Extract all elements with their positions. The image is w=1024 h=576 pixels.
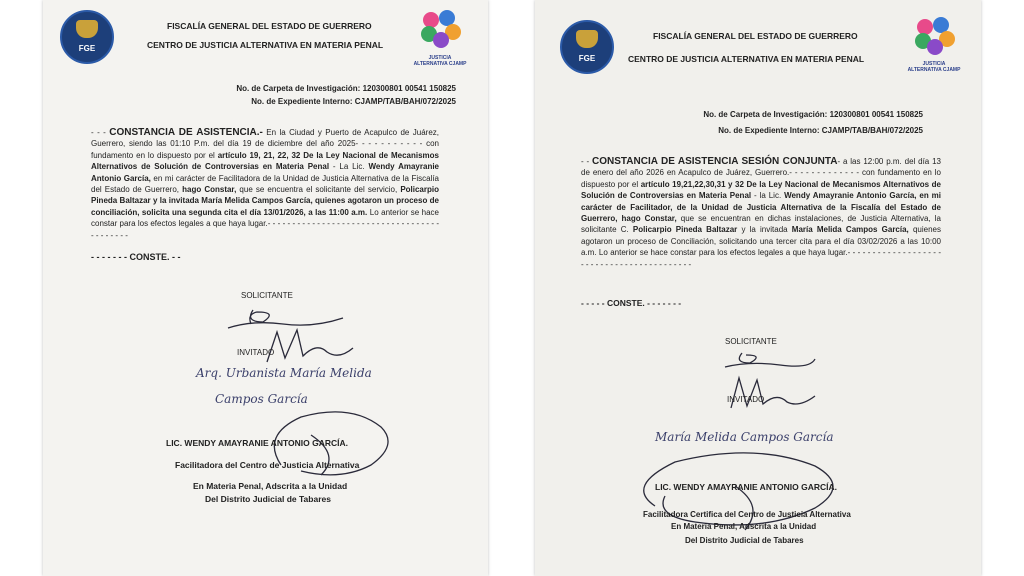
header-centro: CENTRO DE JUSTICIA ALTERNATIVA EN MATERIA PENAL	[147, 40, 384, 50]
document-page-right	[535, 0, 981, 576]
fge-seal-icon	[560, 20, 614, 74]
facilitadora-adscripcion: En Materia Penal, Adscrita a la Unidad	[193, 481, 348, 491]
carpeta-number: No. de Carpeta de Investigación: 120300801 00541 150825	[236, 84, 456, 93]
facilitadora-role: Facilitadora Certifica del Centro de Justicia Alternativa	[643, 510, 851, 519]
justicia-alternativa-logo-icon	[419, 10, 463, 54]
logo-caption: JUSTICIA ALTERNATIVA CJAMP	[907, 61, 961, 73]
invitado-signature-icon	[725, 368, 835, 418]
invitado-label: INVITADO	[237, 348, 275, 357]
facilitadora-name: LIC. WENDY AMAYRANIE ANTONIO GARCÍA.	[166, 438, 348, 448]
facilitadora-distrito: Del Distrito Judicial de Tabares	[685, 536, 804, 545]
invitada-handwritten-surname: Campos García	[215, 392, 308, 406]
facilitadora-distrito: Del Distrito Judicial de Tabares	[205, 494, 331, 504]
fge-seal-icon	[60, 10, 114, 64]
solicitante-label: SOLICITANTE	[725, 337, 777, 346]
expediente-number: No. de Expediente Interno: CJAMP/TAB/BAH/072/2025	[251, 97, 456, 106]
invitada-handwritten-name: María Melida Campos García	[655, 430, 834, 444]
expediente-number: No. de Expediente Interno: CJAMP/TAB/BAH/072/2025	[718, 126, 923, 135]
carpeta-number: No. de Carpeta de Investigación: 120300801 00541 150825	[703, 110, 923, 119]
facilitadora-role: Facilitadora del Centro de Justicia Alternativa	[175, 460, 360, 470]
constancia-title: CONSTANCIA DE ASISTENCIA.-	[109, 127, 263, 138]
conste-label: - - - - - - - CONSTE. - -	[91, 252, 181, 262]
document-page-left	[43, 0, 488, 576]
constancia-body: - - - CONSTANCIA DE ASISTENCIA.- En la Ciudad y Puerto de Acapulco de Juárez, Guerrero, siendo las 01:10 P.m. del día 19 de diciembre del año 2025- - - - - - - - - - - con fundamento en lo dispuesto por el artículo 19, 21, 22, 32 De la Ley Nacional de Mecanismos Alternativos de Solución de Controversias en Materia Penal - La Lic. Wendy Amayranie Antonio García, en mi carácter de Facilitadora de la Unidad de Justicia Alternativa de la Fiscalía del Estado de Guerrero, hago Constar, que se encuentra el solicitante del servicio, Policarpio Pineda Baltazar y la invitada María Melida Campos García, quienes agotaron un proceso de conciliación, solicita una segunda cita el día 13/01/2026, a las 11:00 a.m. Lo anterior se hace constar para los efectos legales a que haya lugar.- - - - - - - - - - - - - - - - - - - - - - - - - - - - - - - - - - - - - - - - - - -	[91, 127, 440, 240]
justicia-alternativa-logo-icon	[913, 17, 957, 61]
facilitadora-adscripcion: En Materia Penal, Adscrita a la Unidad	[671, 522, 817, 531]
constancia-body: - - CONSTANCIA DE ASISTENCIA SESIÓN CONJUNTA- a las 12:00 p.m. del día 13 de enero del año 2026 en Acapulco de Juárez, Guerrero.- - - - - - - - - - - - - con fundamento en lo dispuesto por el artículo 19,21,22,30,31 y 32 De la Ley Nacional de Mecanismos Alternativos de Solución de Controversias en Materia Penal - la Lic. Wendy Amayranie Antonio García, en mi carácter de Facilitador, de la Unidad de Justicia Alternativa de la Fiscalía del Estado de Guerrero, hago Constar, que se encuentran en dichas instalaciones, de Justicia Alternativa, la solicitante C. Policarpio Pineda Baltazar y la invitada María Melida Campos García, quienes agotaron un proceso de Conciliación, solicitando una tercer cita para el día 03/02/2026 a las 10:00 a.m. Lo anterior se hace constar para los efectos legales a que haya lugar.- - - - - - - - - - - - - - - - - - - - - - - - - - - - - - - - - - - - - - - - - -	[581, 156, 942, 269]
invitado-signature-icon	[257, 322, 377, 372]
header-fiscalia: FISCALÍA GENERAL DEL ESTADO DE GUERRERO	[167, 21, 372, 31]
facilitadora-name: LIC. WENDY AMAYRANIE ANTONIO GARCÍA.	[655, 482, 837, 492]
invitado-label: INVITADO	[727, 395, 765, 404]
logo-caption: JUSTICIA ALTERNATIVA CJAMP	[413, 55, 467, 67]
constancia-title: CONSTANCIA DE ASISTENCIA SESIÓN CONJUNTA	[592, 156, 838, 167]
header-fiscalia: FISCALÍA GENERAL DEL ESTADO DE GUERRERO	[653, 31, 858, 41]
conste-label: - - - - - CONSTE. - - - - - - -	[581, 298, 682, 308]
seal-label: FGE	[578, 54, 596, 63]
invitada-handwritten-name: Arq. Urbanista María Melida	[196, 366, 372, 380]
seal-label: FGE	[78, 44, 96, 53]
solicitante-label: SOLICITANTE	[241, 291, 293, 300]
header-centro: CENTRO DE JUSTICIA ALTERNATIVA EN MATERIA PENAL	[628, 54, 865, 64]
